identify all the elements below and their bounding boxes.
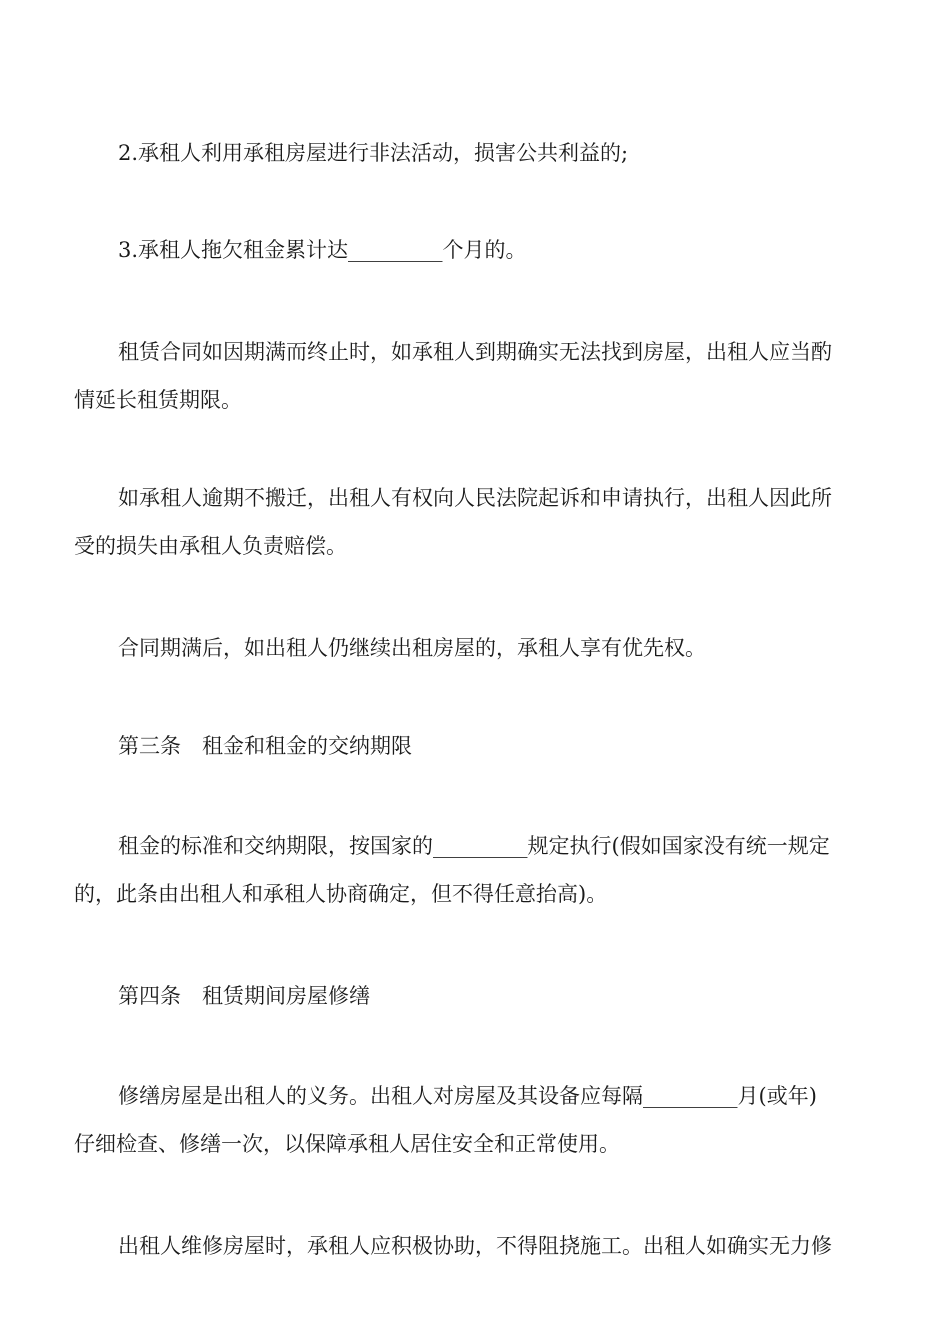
paragraph-line: 租赁合同如因期满而终止时，如承租人到期确实无法找到房屋，出租人应当酌	[118, 340, 832, 364]
paragraph-line: 2.承租人利用承租房屋进行非法活动，损害公共利益的;	[118, 141, 629, 165]
text-before-blank: 修缮房屋是出租人的义务。出租人对房屋及其设备应每隔	[118, 1084, 643, 1108]
paragraph-priority-right	[74, 624, 880, 672]
paragraph-overdue-move	[74, 474, 880, 570]
article-3-heading	[74, 722, 880, 770]
paragraph-line	[74, 226, 880, 274]
paragraph-line	[74, 1072, 880, 1120]
paragraph-line: 受的损失由承租人负责赔偿。	[74, 534, 347, 558]
paragraph-repair-duty	[74, 1072, 880, 1168]
paragraph-rent-standard	[74, 822, 880, 918]
text-before-blank: 租金的标准和交纳期限，按国家的	[118, 834, 433, 858]
paragraph-line: 仔细检查、修缮一次，以保障承租人居住安全和正常使用。	[74, 1132, 620, 1156]
paragraph-line	[74, 822, 880, 870]
text-after-blank: 规定执行(假如国家没有统一规定	[527, 834, 830, 858]
paragraph-line: 的，此条由出租人和承租人协商确定，但不得任意抬高)。	[74, 882, 608, 906]
fill-in-blank: _________	[433, 834, 528, 858]
clause-item-2	[74, 129, 880, 177]
paragraph-line: 如承租人逾期不搬迁，出租人有权向人民法院起诉和申请执行，出租人因此所	[118, 486, 832, 510]
text-before-blank: 3.承租人拖欠租金累计达	[118, 238, 349, 262]
paragraph-line: 情延长租赁期限。	[74, 388, 242, 412]
fill-in-blank: _________	[643, 1084, 738, 1108]
paragraph-repair-cooperation	[74, 1222, 880, 1270]
text-after-blank: 月(或年)	[737, 1084, 817, 1108]
paragraph-line: 出租人维修房屋时，承租人应积极协助，不得阻挠施工。出租人如确实无力修	[118, 1234, 832, 1258]
text-after-blank: 个月的。	[442, 238, 527, 262]
clause-item-3	[74, 226, 880, 274]
article-heading: 第三条 租金和租金的交纳期限	[118, 734, 412, 758]
fill-in-blank: _________	[348, 238, 443, 262]
paragraph-line: 合同期满后，如出租人仍继续出租房屋的，承租人享有优先权。	[118, 636, 706, 660]
article-4-heading	[74, 972, 880, 1020]
article-heading: 第四条 租赁期间房屋修缮	[118, 984, 370, 1008]
paragraph-lease-expiry	[74, 328, 880, 424]
